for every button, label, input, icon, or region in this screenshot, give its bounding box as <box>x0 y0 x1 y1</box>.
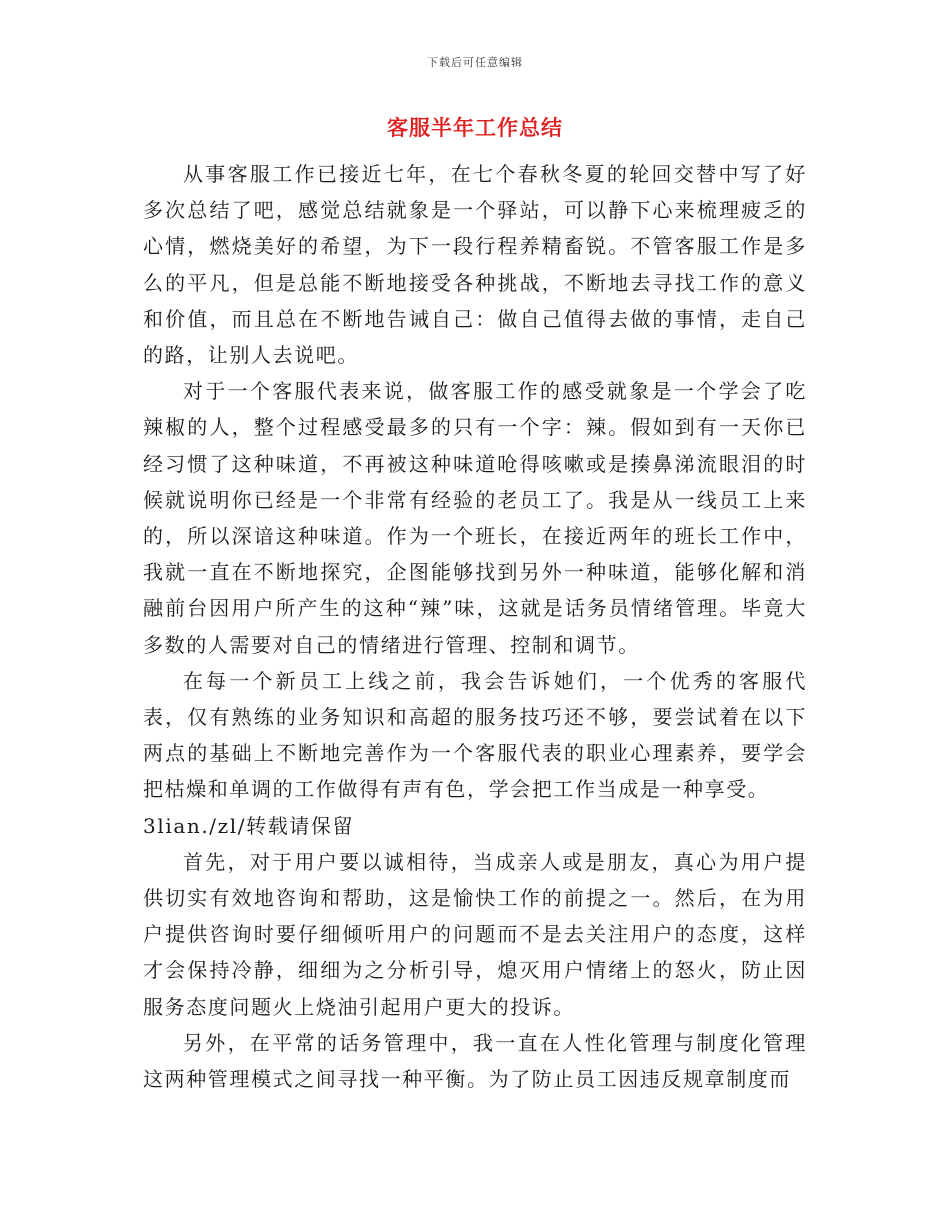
source-note: 3lian./zl/转载请保留 <box>143 813 355 838</box>
document-title: 客服半年工作总结 <box>387 115 563 140</box>
header-note: 下载后可任意编辑 <box>427 56 523 69</box>
paragraph-4: 首先，对于用户要以诚相待，当成亲人或是朋友，真心为用户提供切实有效地咨询和帮助，这是愉快工作的前提之一。然后，在为用户提供咨询时要仔细倾听用户的问题而不是去关注用户的态度，这样才会保持冷静，细细为之分析引导，熄灭用户情绪上的怒火，防止因服务态度问题火上烧油引起用户更大的投诉。 <box>143 849 807 1019</box>
paragraph-3: 在每一个新员工上线之前，我会告诉她们，一个优秀的客服代表，仅有熟练的业务知识和高超的服务技巧还不够，要尝试着在以下两点的基础上不断地完善作为一个客服代表的职业心理素养，要学会把枯燥和单调的工作做得有声有色，学会把工作当成是一种享受。 <box>143 668 807 802</box>
paragraph-1: 从事客服工作已接近七年，在七个春秋冬夏的轮回交替中写了好多次总结了吧，感觉总结就象是一个驿站，可以静下心来梳理疲乏的心情，燃烧美好的希望，为下一段行程养精畜锐。不管客服工作是多么的平凡，但是总能不断地接受各种挑战，不断地去寻找工作的意义和价值，而且总在不断地告诫自己：做自己值得去做的事情，走自己的路，让别人去说吧。 <box>143 162 807 368</box>
paragraph-2: 对于一个客服代表来说，做客服工作的感受就象是一个学会了吃辣椒的人，整个过程感受最多的只有一个字：辣。假如到有一天你已经习惯了这种味道，不再被这种味道呛得咳嗽或是揍鼻涕流眼泪的时候就说明你已经是一个非常有经验的老员工了。我是从一线员工上来的，所以深谙这种味道。作为一个班长，在接近两年的班长工作中，我就一直在不断地探究，企图能够找到另外一种味道，能够化解和消融前台因用户所产生的这种“辣”味，这就是话务员情绪管理。毕竟大多数的人需要对自己的情绪进行管理、控制和调节。 <box>143 379 807 657</box>
document-body <box>143 156 807 1097</box>
paragraph-5: 另外，在平常的话务管理中，我一直在人性化管理与制度化管理这两种管理模式之间寻找一种平衡。为了防止员工因违反规章制度而 <box>143 1030 807 1092</box>
